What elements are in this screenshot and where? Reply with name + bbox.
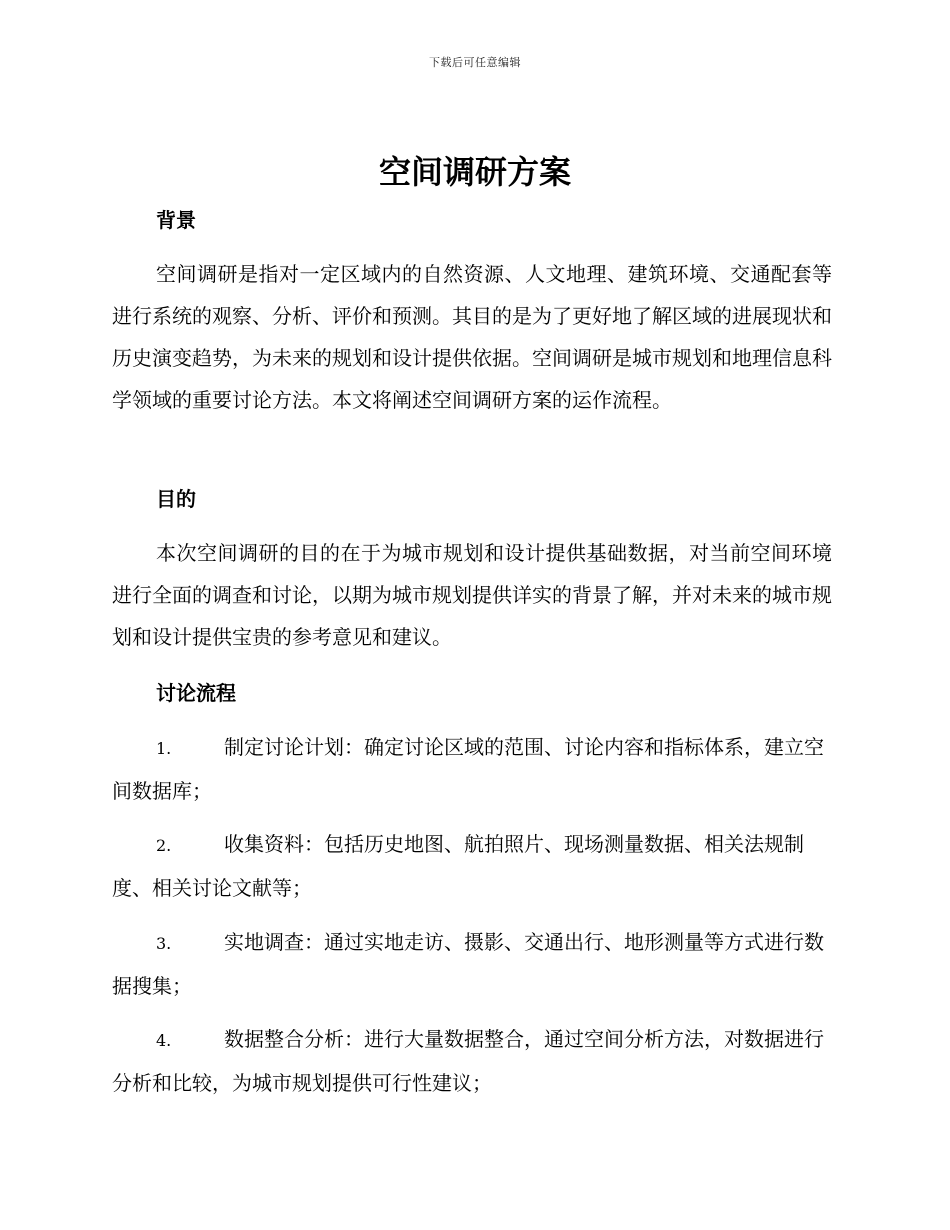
list-item	[112, 726, 832, 812]
header-note: 下载后可任意编辑	[429, 56, 521, 69]
list-item-number: 4.	[156, 1031, 172, 1050]
list-item-text: 实地调查：通过实地走访、摄影、交通出行、地形测量等方式进行数据搜集；	[112, 930, 824, 998]
heading-purpose: 目的	[156, 487, 196, 511]
list-item-number: 2.	[156, 836, 172, 855]
list-item	[112, 1018, 832, 1104]
list-item-text: 收集资料：包括历史地图、航拍照片、现场测量数据、相关法规制度、相关讨论文献等；	[112, 832, 804, 900]
heading-background: 背景	[156, 208, 196, 232]
heading-process: 讨论流程	[156, 681, 236, 705]
list-item-text: 数据整合分析：进行大量数据整合，通过空间分析方法，对数据进行分析和比较，为城市规划提供可行性建议；	[112, 1027, 824, 1095]
list-item	[112, 823, 832, 909]
list-item-number: 1.	[156, 739, 172, 758]
list-item-number: 3.	[156, 934, 172, 953]
list-item	[112, 921, 832, 1007]
list-item-text: 制定讨论计划：确定讨论区域的范围、讨论内容和指标体系，建立空间数据库；	[112, 735, 824, 803]
document-title: 空间调研方案	[378, 153, 571, 191]
paragraph-purpose: 本次空间调研的目的在于为城市规划和设计提供基础数据，对当前空间环境进行全面的调查和讨论，以期为城市规划提供详实的背景了解，并对未来的城市规划和设计提供宝贵的参考意见和建议。	[112, 541, 832, 649]
paragraph-background: 空间调研是指对一定区域内的自然资源、人文地理、建筑环境、交通配套等进行系统的观察、分析、评价和预测。其目的是为了更好地了解区域的进展现状和历史演变趋势，为未来的规划和设计提供依据。空间调研是城市规划和地理信息科学领域的重要讨论方法。本文将阐述空间调研方案的运作流程。	[112, 262, 832, 412]
